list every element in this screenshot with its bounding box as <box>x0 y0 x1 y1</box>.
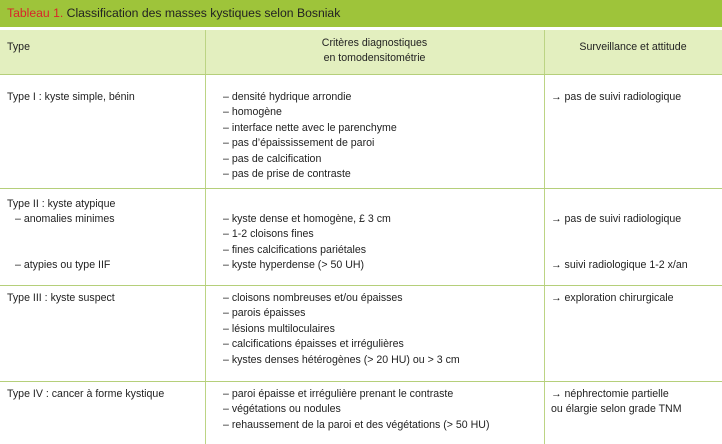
table-title: Classification des masses kystiques selon Bosniak <box>66 6 341 20</box>
row-type-ii-subtype <box>15 212 115 227</box>
row-type-iii-type <box>7 291 115 306</box>
criterion: – végétations ou nodules <box>223 403 341 416</box>
criterion: – cloisons nombreuses et/ou épaisses <box>223 292 403 304</box>
criterion: – 1-2 cloisons fines <box>223 228 314 241</box>
criterion: – kystes denses hétérogènes (> 20 HU) ou > 3 cm <box>223 353 460 366</box>
header-type: Type <box>7 41 30 53</box>
row-type-iv-criteria <box>223 387 489 433</box>
criterion: – parois épaisses <box>223 307 306 320</box>
row-type-ii-criteria <box>223 212 391 274</box>
criterion: – paroi épaisse et irrégulière prenant le contraste <box>223 388 454 400</box>
row-divider <box>0 74 722 75</box>
criterion: – kyste dense et homogène, £ 3 cm <box>223 213 391 225</box>
row-divider <box>0 381 722 382</box>
type-line: Type I : kyste simple, bénin <box>7 91 135 103</box>
type-line: Type II : kyste atypique <box>7 198 116 210</box>
row-type-iii-criteria <box>223 291 460 368</box>
row-type-iii-attitude <box>551 291 673 306</box>
row-type-ii-attitude <box>551 258 688 273</box>
criterion: – fines calcifications pariétales <box>223 243 367 256</box>
row-type-ii-subtype <box>15 258 110 273</box>
row-divider <box>0 188 722 189</box>
row-type-iv-attitude <box>551 387 682 418</box>
row-divider <box>0 285 722 286</box>
criterion: – calcifications épaisses et irrégulières <box>223 338 404 351</box>
row-type-i-criteria <box>223 90 397 182</box>
criterion: – lésions multiloculaires <box>223 322 335 335</box>
criterion: – homogène <box>223 106 282 119</box>
row-type-iv-type <box>7 387 164 402</box>
row-type-ii-attitude <box>551 212 681 227</box>
attitude-line: → néphrectomie partielle <box>551 388 669 400</box>
attitude-line: → exploration chirurgicale <box>551 292 674 304</box>
table-number: Tableau 1. <box>7 6 64 20</box>
header-criteria-line: Critères diagnostiques <box>321 37 428 49</box>
attitude-line: → pas de suivi radiologique <box>551 91 682 103</box>
header-criteria <box>205 36 544 67</box>
criterion: – pas de calcification <box>223 152 322 165</box>
row-type-i-type <box>7 90 135 105</box>
attitude-line: → suivi radiologique 1-2 x/an <box>551 259 688 271</box>
type-line: – atypies ou type IIF <box>15 259 111 271</box>
attitude-line: → pas de suivi radiologique <box>551 213 682 225</box>
row-type-i-attitude <box>551 90 681 105</box>
criterion: – kyste hyperdense (> 50 UH) <box>223 259 365 272</box>
type-line: Type III : kyste suspect <box>7 292 115 304</box>
criterion: – densité hydrique arrondie <box>223 91 352 103</box>
table-header <box>0 30 722 74</box>
type-line: – anomalies minimes <box>15 213 115 225</box>
table-title-bar <box>0 0 722 27</box>
header-criteria-line: en tomodensitométrie <box>323 52 426 65</box>
criterion: – pas d’épaississement de paroi <box>223 137 375 150</box>
criterion: – interface nette avec le parenchyme <box>223 121 397 134</box>
attitude-line: ou élargie selon grade TNM <box>551 403 682 416</box>
row-type-ii-type <box>7 197 115 212</box>
header-attitude: Surveillance et attitude <box>579 41 687 53</box>
criterion: – pas de prise de contraste <box>223 167 351 180</box>
criterion: – rehaussement de la paroi et des végétations (> 50 HU) <box>223 418 490 431</box>
type-line: Type IV : cancer à forme kystique <box>7 388 165 400</box>
